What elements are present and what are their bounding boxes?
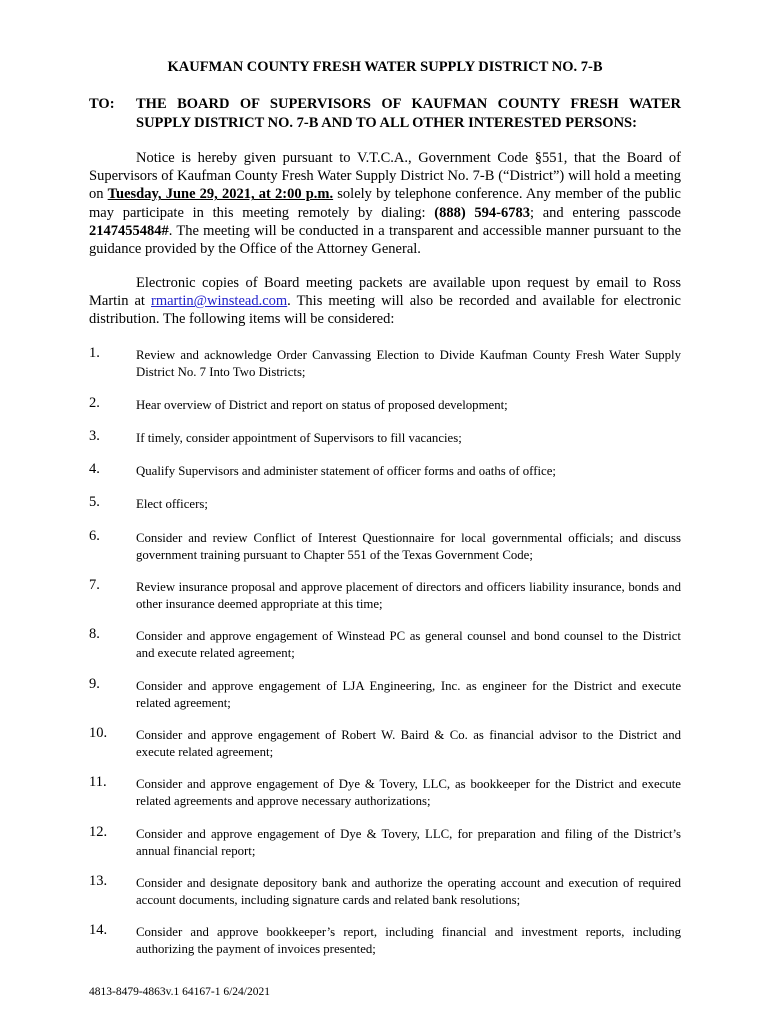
agenda-item-number: 12. (89, 824, 108, 840)
agenda-item-text: Review insurance proposal and approve placement of directors and officers liability insurance, bonds and other insurance deemed appropriate at this time; (136, 580, 681, 611)
email-link[interactable]: rmartin@winstead.com (151, 293, 288, 310)
copies-text-part1: Electronic copies of Board meeting packets are available upon request by email to Ross Martin at (89, 275, 681, 310)
agenda-item-text: Hear overview of District and report on status of proposed development; (136, 398, 508, 412)
agenda-item-text: Consider and approve engagement of Dye & Tovery, LLC, for preparation and filing of the District’s annual financial report; (136, 827, 681, 858)
phone-number: (888) 594-6783 (434, 204, 530, 221)
meeting-date: Tuesday, June 29, 2021, at 2:00 p.m. (107, 186, 334, 203)
notice-text-part1: Notice is hereby given pursuant to V.T.C.A., Government Code §551, that the Board of Supervisors of Kaufman County Fresh Water Supply District No. 7-B (“District”) will hold a meeting on (89, 150, 681, 203)
notice-text-part4: . The meeting will be conducted in a transparent and accessible manner pursuant to the guidance provided by the Office of the Attorney General. (89, 222, 681, 258)
agenda-item-text: If timely, consider appointment of Supervisors to fill vacancies; (136, 431, 462, 445)
agenda-item-text: Consider and approve engagement of Robert W. Baird & Co. as financial advisor to the District and execute related agreement; (136, 728, 681, 759)
agenda-item-number: 9. (89, 676, 100, 692)
agenda-item-number: 5. (89, 494, 100, 510)
agenda-item-number: 6. (89, 528, 100, 544)
passcode: 2147455484# (89, 222, 169, 239)
addressee-text: THE BOARD OF SUPERVISORS OF KAUFMAN COUNTY FRESH WATER SUPPLY DISTRICT NO. 7-B AND TO ALL OTHER INTERESTED PERSONS: (136, 96, 681, 131)
agenda-item-text: Consider and review Conflict of Interest Questionnaire for local governmental officials; and discuss government training pursuant to Chapter 551 of the Texas Government Code; (136, 531, 681, 562)
agenda-item-text: Elect officers; (136, 497, 208, 511)
agenda-item-number: 11. (89, 774, 107, 790)
agenda-item-text: Qualify Supervisors and administer statement of officer forms and oaths of office; (136, 464, 556, 478)
agenda-item-text: Consider and approve engagement of LJA Engineering, Inc. as engineer for the District and execute related agreement; (136, 679, 681, 710)
notice-paragraph (89, 149, 681, 258)
notice-text-part2: solely by telephone conference. Any member of the public may participate in this meeting remotely by dialing: (89, 186, 681, 221)
agenda-item-text: Consider and approve bookkeeper’s report, including financial and investment reports, including authorizing the payment of invoices presented; (136, 925, 681, 956)
agenda-item-text: Consider and designate depository bank and authorize the operating account and execution of required account documents, including signature cards and related bank resolutions; (136, 876, 681, 907)
document-title: KAUFMAN COUNTY FRESH WATER SUPPLY DISTRICT NO. 7-B (167, 59, 603, 75)
copies-text-part2: . This meeting will also be recorded and available for electronic distribution. The following items will be considered: (89, 293, 681, 328)
agenda-item-number: 1. (89, 345, 100, 361)
agenda-item-text: Consider and approve engagement of Dye & Tovery, LLC, as bookkeeper for the District and execute related agreements and approve necessary authorizations; (136, 777, 681, 808)
document-footer-id: 4813-8479-4863v.1 64167-1 6/24/2021 (89, 986, 271, 998)
agenda-item-number: 3. (89, 428, 100, 444)
agenda-item-number: 4. (89, 461, 100, 477)
agenda-item-number: 2. (89, 395, 100, 411)
agenda-item-number: 13. (89, 873, 108, 889)
agenda-item-number: 10. (89, 725, 108, 741)
agenda-item-number: 8. (89, 626, 100, 642)
agenda-item-text: Review and acknowledge Order Canvassing Election to Divide Kaufman County Fresh Water Supply District No. 7 Into Two Districts; (136, 348, 681, 379)
agenda-item-text: Consider and approve engagement of Winstead PC as general counsel and bond counsel to the District and execute related agreement; (136, 629, 681, 660)
agenda-item-number: 14. (89, 922, 108, 938)
agenda-item-number: 7. (89, 577, 100, 593)
notice-text-part3: ; and entering passcode (529, 204, 681, 221)
addressee-label: TO: (89, 96, 115, 112)
copies-paragraph (89, 274, 681, 329)
